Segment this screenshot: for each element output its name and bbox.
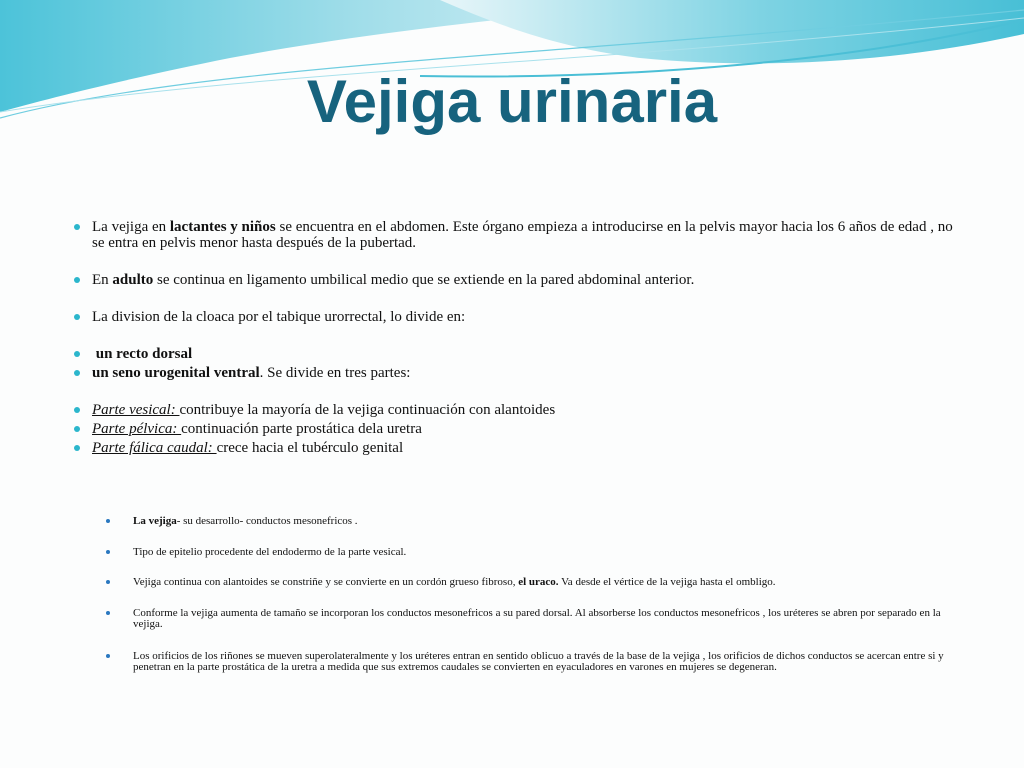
list-item: Los orificios de los riñones se mueven superolateralmente y los uréteres entran en sentido oblicuo a través de la base de la vejiga , los orificios de dichos conductos se acercan entre si y penetran en la parte prostática de la uretra a medida que sus extremos caudales se convierten en eyaculadores en varones en mujeres se degeneran.: [106, 651, 961, 674]
list-item: un recto dorsal: [70, 346, 955, 362]
bullet-icon: [74, 277, 80, 283]
bullet-icon: [74, 426, 80, 432]
bullet-icon: [74, 314, 80, 320]
main-bullet-list: [70, 219, 955, 456]
slide-title: Vejiga urinaria: [306, 68, 718, 135]
bullet-icon: [74, 224, 80, 230]
list-item: En adulto se continua en ligamento umbilical medio que se extiende en la pared abdominal anterior.: [70, 272, 955, 288]
bullet-icon: [74, 445, 80, 451]
list-item: La vejiga- su desarrollo- conductos mesonefricos .: [106, 516, 961, 528]
sub-bullet-list: [106, 516, 961, 674]
list-item: Tipo de epitelio procedente del endodermo de la parte vesical.: [106, 547, 961, 559]
bullet-icon: [106, 611, 110, 615]
bullet-icon: [106, 580, 110, 584]
list-item: Parte pélvica: continuación parte prostática dela uretra: [70, 421, 955, 437]
bullet-icon: [106, 550, 110, 554]
list-item: La vejiga en lactantes y niños se encuentra en el abdomen. Este órgano empieza a introducirse en la pelvis mayor hacia los 6 años de edad , no se entra en pelvis menor hasta después de la pubertad.: [70, 219, 955, 251]
list-item: Vejiga continua con alantoides se constriñe y se convierte en un cordón grueso fibroso, el uraco. Va desde el vértice de la vejiga hasta el ombligo.: [106, 577, 961, 589]
bullet-icon: [74, 370, 80, 376]
list-item: Parte vesical: contribuye la mayoría de la vejiga continuación con alantoides: [70, 402, 955, 418]
list-item: un seno urogenital ventral. Se divide en tres partes:: [70, 365, 955, 381]
bullet-icon: [74, 407, 80, 413]
list-item: La division de la cloaca por el tabique urorrectal, lo divide en:: [70, 309, 955, 325]
bullet-icon: [106, 519, 110, 523]
bullet-icon: [74, 351, 80, 357]
list-item: Conforme la vejiga aumenta de tamaño se incorporan los conductos mesonefricos a su pared dorsal. Al absorberse los conductos mesonefricos , los uréteres se abren por separado en la vejiga.: [106, 608, 961, 631]
bullet-icon: [106, 654, 110, 658]
list-item: Parte fálica caudal: crece hacia el tubérculo genital: [70, 440, 955, 456]
